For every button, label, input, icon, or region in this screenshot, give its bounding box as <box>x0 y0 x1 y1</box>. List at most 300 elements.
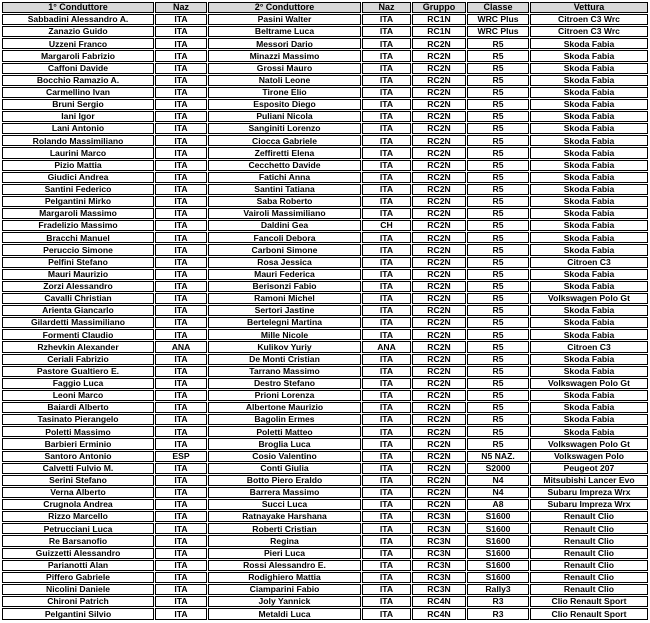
table-cell: R5 <box>467 111 529 122</box>
table-cell: ITA <box>362 196 411 207</box>
table-cell: Succi Luca <box>208 499 361 510</box>
table-cell: Puliani Nicola <box>208 111 361 122</box>
table-cell: ITA <box>362 523 411 534</box>
table-cell: RC2N <box>412 438 466 449</box>
table-cell: ITA <box>155 560 207 571</box>
table-row <box>2 160 648 171</box>
table-cell: Skoda Fabia <box>530 123 648 134</box>
table-cell: Tarrano Massimo <box>208 366 361 377</box>
table-cell: Volkswagen Polo <box>530 451 648 462</box>
table-row <box>2 390 648 401</box>
table-cell: WRC Plus <box>467 14 529 25</box>
table-cell: R5 <box>467 354 529 365</box>
table-cell: R5 <box>467 147 529 158</box>
table-row <box>2 111 648 122</box>
table-row <box>2 354 648 365</box>
table-cell: Volkswagen Polo Gt <box>530 438 648 449</box>
table-cell: Natoli Leone <box>208 75 361 86</box>
table-cell: ITA <box>362 135 411 146</box>
table-cell: ITA <box>155 63 207 74</box>
table-cell: Serini Stefano <box>2 475 154 486</box>
table-cell: R5 <box>467 366 529 377</box>
table-cell: Cosio Valentino <box>208 451 361 462</box>
table-cell: Uzzeni Franco <box>2 38 154 49</box>
table-cell: RC2N <box>412 220 466 231</box>
table-cell: Rodighiero Mattia <box>208 572 361 583</box>
table-cell: Skoda Fabia <box>530 160 648 171</box>
table-cell: Bagolin Ermes <box>208 414 361 425</box>
table-cell: R5 <box>467 317 529 328</box>
table-row <box>2 608 648 620</box>
table-cell: Kulikov Yuriy <box>208 341 361 352</box>
table-cell: Skoda Fabia <box>530 38 648 49</box>
table-cell: RC2N <box>412 378 466 389</box>
table-cell: Faggio Luca <box>2 378 154 389</box>
table-row <box>2 50 648 61</box>
table-cell: Rally3 <box>467 584 529 595</box>
table-body <box>2 14 648 620</box>
table-cell: Formenti Claudio <box>2 329 154 340</box>
table-cell: ITA <box>155 269 207 280</box>
table-cell: Pelfini Stefano <box>2 257 154 268</box>
table-cell: Nicolini Daniele <box>2 584 154 595</box>
table-cell: ITA <box>155 135 207 146</box>
table-row <box>2 548 648 559</box>
table-cell: ITA <box>155 87 207 98</box>
table-cell: ITA <box>362 269 411 280</box>
table-cell: ITA <box>362 535 411 546</box>
table-cell: Daldini Gea <box>208 220 361 231</box>
table-cell: ITA <box>362 111 411 122</box>
table-cell: Barbieri Erminio <box>2 438 154 449</box>
table-cell: RC2N <box>412 160 466 171</box>
table-cell: Parianotti Alan <box>2 560 154 571</box>
table-cell: Rossi Alessandro E. <box>208 560 361 571</box>
table-cell: RC3N <box>412 584 466 595</box>
table-cell: Berisonzi Fabio <box>208 281 361 292</box>
table-cell: Crugnola Andrea <box>2 499 154 510</box>
table-cell: Bruni Sergio <box>2 99 154 110</box>
table-cell: RC2N <box>412 208 466 219</box>
table-cell: Ramoni Michel <box>208 293 361 304</box>
table-cell: R5 <box>467 232 529 243</box>
table-cell: ITA <box>362 26 411 37</box>
table-cell: Sertori Jastine <box>208 305 361 316</box>
table-cell: Zeffiretti Elena <box>208 147 361 158</box>
table-row <box>2 584 648 595</box>
table-cell: R5 <box>467 341 529 352</box>
table-cell: R5 <box>467 160 529 171</box>
table-cell: ITA <box>155 111 207 122</box>
table-cell: Mauri Maurizio <box>2 269 154 280</box>
table-cell: Rizzo Marcello <box>2 511 154 522</box>
table-cell: Pastore Gualtiero E. <box>2 366 154 377</box>
table-cell: RC2N <box>412 269 466 280</box>
table-cell: ITA <box>362 14 411 25</box>
table-cell: Poletti Matteo <box>208 426 361 437</box>
table-cell: Skoda Fabia <box>530 184 648 195</box>
table-cell: Citroen C3 Wrc <box>530 14 648 25</box>
table-cell: Skoda Fabia <box>530 63 648 74</box>
table-cell: Broglia Luca <box>208 438 361 449</box>
table-cell: Cavalli Christian <box>2 293 154 304</box>
table-cell: RC2N <box>412 281 466 292</box>
table-cell: RC2N <box>412 184 466 195</box>
table-cell: Zorzi Alessandro <box>2 281 154 292</box>
table-cell: R5 <box>467 390 529 401</box>
table-row <box>2 14 648 25</box>
table-row <box>2 572 648 583</box>
table-cell: R3 <box>467 596 529 607</box>
table-cell: ITA <box>362 438 411 449</box>
table-row <box>2 293 648 304</box>
table-cell: Skoda Fabia <box>530 281 648 292</box>
table-cell: ITA <box>155 378 207 389</box>
table-cell: ITA <box>362 499 411 510</box>
table-cell: Regina <box>208 535 361 546</box>
table-cell: RC1N <box>412 14 466 25</box>
table-cell: ITA <box>155 75 207 86</box>
table-cell: S2000 <box>467 463 529 474</box>
table-cell: ITA <box>155 220 207 231</box>
table-cell: ITA <box>155 172 207 183</box>
table-cell: Ratnayake Harshana <box>208 511 361 522</box>
table-row <box>2 208 648 219</box>
table-cell: Skoda Fabia <box>530 99 648 110</box>
table-cell: R5 <box>467 244 529 255</box>
table-cell: Skoda Fabia <box>530 390 648 401</box>
table-cell: Barrera Massimo <box>208 487 361 498</box>
table-cell: ITA <box>362 184 411 195</box>
column-header: Vettura <box>530 2 648 13</box>
table-cell: R5 <box>467 220 529 231</box>
table-cell: ITA <box>155 14 207 25</box>
table-row <box>2 341 648 352</box>
table-cell: ITA <box>155 208 207 219</box>
table-cell: ITA <box>155 305 207 316</box>
table-cell: Tasinato Pierangelo <box>2 414 154 425</box>
table-cell: RC2N <box>412 341 466 352</box>
table-cell: Lani Antonio <box>2 123 154 134</box>
table-row <box>2 329 648 340</box>
table-cell: Tirone Elio <box>208 87 361 98</box>
table-cell: ITA <box>362 63 411 74</box>
table-cell: RC2N <box>412 50 466 61</box>
table-cell: ITA <box>362 584 411 595</box>
table-cell: RC2N <box>412 135 466 146</box>
table-row <box>2 184 648 195</box>
table-cell: ITA <box>362 317 411 328</box>
table-cell: Ceriali Fabrizio <box>2 354 154 365</box>
table-row <box>2 414 648 425</box>
table-cell: ITA <box>155 293 207 304</box>
table-cell: Skoda Fabia <box>530 426 648 437</box>
table-cell: RC2N <box>412 147 466 158</box>
table-cell: S1600 <box>467 523 529 534</box>
table-row <box>2 244 648 255</box>
table-cell: Rosa Jessica <box>208 257 361 268</box>
table-cell: ITA <box>362 75 411 86</box>
table-cell: Bertelegni Martina <box>208 317 361 328</box>
table-row <box>2 123 648 134</box>
table-cell: ITA <box>155 463 207 474</box>
table-cell: Skoda Fabia <box>530 402 648 413</box>
table-cell: Cecchetto Davide <box>208 160 361 171</box>
table-cell: Renault Clio <box>530 548 648 559</box>
table-row <box>2 487 648 498</box>
table-cell: Calvetti Fulvio M. <box>2 463 154 474</box>
table-cell: Skoda Fabia <box>530 232 648 243</box>
table-cell: ITA <box>155 50 207 61</box>
table-row <box>2 75 648 86</box>
table-cell: ITA <box>155 438 207 449</box>
table-cell: ITA <box>155 596 207 607</box>
table-cell: S1600 <box>467 511 529 522</box>
table-cell: S1600 <box>467 548 529 559</box>
table-cell: ITA <box>362 354 411 365</box>
table-cell: Renault Clio <box>530 535 648 546</box>
table-cell: Metaldi Luca <box>208 608 361 620</box>
table-cell: R5 <box>467 50 529 61</box>
table-cell: ITA <box>155 196 207 207</box>
table-cell: Gilardetti Massimiliano <box>2 317 154 328</box>
table-cell: Bracchi Manuel <box>2 232 154 243</box>
table-cell: Poletti Massimo <box>2 426 154 437</box>
table-cell: ANA <box>362 341 411 352</box>
table-cell: WRC Plus <box>467 26 529 37</box>
table-cell: Skoda Fabia <box>530 208 648 219</box>
table-cell: RC2N <box>412 463 466 474</box>
table-cell: ITA <box>362 378 411 389</box>
table-cell: Conti Giulia <box>208 463 361 474</box>
table-row <box>2 463 648 474</box>
table-cell: R5 <box>467 257 529 268</box>
table-cell: Destro Stefano <box>208 378 361 389</box>
table-cell: Mauri Federica <box>208 269 361 280</box>
table-cell: Santoro Antonio <box>2 451 154 462</box>
table-cell: R5 <box>467 63 529 74</box>
table-cell: RC2N <box>412 451 466 462</box>
table-row <box>2 535 648 546</box>
table-cell: ITA <box>362 560 411 571</box>
column-header: 1° Conduttore <box>2 2 154 13</box>
table-cell: ITA <box>362 257 411 268</box>
table-cell: Skoda Fabia <box>530 329 648 340</box>
table-cell: RC3N <box>412 548 466 559</box>
table-cell: RC2N <box>412 499 466 510</box>
table-cell: ITA <box>155 232 207 243</box>
table-cell: RC2N <box>412 232 466 243</box>
table-cell: ITA <box>362 87 411 98</box>
table-row <box>2 499 648 510</box>
table-row <box>2 438 648 449</box>
column-header: Naz <box>362 2 411 13</box>
header-row <box>2 2 648 13</box>
table-cell: Clio Renault Sport <box>530 596 648 607</box>
table-cell: R5 <box>467 38 529 49</box>
table-cell: ITA <box>155 160 207 171</box>
table-cell: ITA <box>155 499 207 510</box>
table-cell: RC2N <box>412 317 466 328</box>
table-cell: R5 <box>467 87 529 98</box>
table-cell: ITA <box>155 402 207 413</box>
table-cell: Citroen C3 <box>530 257 648 268</box>
table-cell: R5 <box>467 426 529 437</box>
table-row <box>2 87 648 98</box>
table-cell: Fradelizio Massimo <box>2 220 154 231</box>
table-cell: ITA <box>362 38 411 49</box>
table-cell: R5 <box>467 378 529 389</box>
table-row <box>2 269 648 280</box>
table-cell: ITA <box>362 366 411 377</box>
table-row <box>2 366 648 377</box>
table-row <box>2 317 648 328</box>
table-cell: Santini Federico <box>2 184 154 195</box>
table-cell: Guizzetti Alessandro <box>2 548 154 559</box>
table-cell: RC2N <box>412 354 466 365</box>
table-cell: RC3N <box>412 572 466 583</box>
table-cell: ITA <box>155 535 207 546</box>
table-cell: ITA <box>362 147 411 158</box>
table-cell: ITA <box>362 487 411 498</box>
table-cell: Skoda Fabia <box>530 172 648 183</box>
table-cell: RC2N <box>412 99 466 110</box>
table-cell: Arienta Giancarlo <box>2 305 154 316</box>
table-cell: Skoda Fabia <box>530 75 648 86</box>
table-row <box>2 172 648 183</box>
table-cell: Minazzi Massimo <box>208 50 361 61</box>
column-header: Naz <box>155 2 207 13</box>
table-row <box>2 220 648 231</box>
table-cell: Carmellino Ivan <box>2 87 154 98</box>
table-cell: R5 <box>467 402 529 413</box>
table-cell: Caffoni Davide <box>2 63 154 74</box>
table-cell: Skoda Fabia <box>530 305 648 316</box>
table-cell: CH <box>362 220 411 231</box>
table-cell: Grossi Mauro <box>208 63 361 74</box>
table-cell: Ciamparini Fabio <box>208 584 361 595</box>
table-cell: Subaru Impreza Wrx <box>530 487 648 498</box>
table-cell: Rolando Massimiliano <box>2 135 154 146</box>
table-cell: Pelgantini Silvio <box>2 608 154 620</box>
table-cell: ITA <box>155 99 207 110</box>
table-cell: Esposito Diego <box>208 99 361 110</box>
table-cell: R5 <box>467 172 529 183</box>
table-cell: ITA <box>155 426 207 437</box>
table-cell: ITA <box>362 572 411 583</box>
table-cell: ITA <box>155 390 207 401</box>
table-cell: ITA <box>362 596 411 607</box>
table-cell: Citroen C3 <box>530 341 648 352</box>
table-row <box>2 402 648 413</box>
table-cell: RC1N <box>412 26 466 37</box>
table-row <box>2 305 648 316</box>
table-cell: A8 <box>467 499 529 510</box>
table-cell: N4 <box>467 487 529 498</box>
table-cell: Citroen C3 Wrc <box>530 26 648 37</box>
table-cell: Albertone Maurizio <box>208 402 361 413</box>
table-cell: ITA <box>155 475 207 486</box>
table-cell: RC2N <box>412 123 466 134</box>
table-cell: ITA <box>362 463 411 474</box>
table-cell: Sanginiti Lorenzo <box>208 123 361 134</box>
table-row <box>2 147 648 158</box>
table-cell: R5 <box>467 329 529 340</box>
table-cell: Mille Nicole <box>208 329 361 340</box>
table-cell: RC2N <box>412 63 466 74</box>
table-cell: ITA <box>362 50 411 61</box>
table-cell: Peugeot 207 <box>530 463 648 474</box>
table-row <box>2 196 648 207</box>
table-cell: Bocchio Ramazio A. <box>2 75 154 86</box>
table-cell: ITA <box>362 414 411 425</box>
table-cell: RC2N <box>412 196 466 207</box>
table-cell: RC2N <box>412 475 466 486</box>
table-cell: Baiardi Alberto <box>2 402 154 413</box>
table-cell: Vairoli Massimiliano <box>208 208 361 219</box>
table-cell: Chironi Patrich <box>2 596 154 607</box>
table-cell: RC3N <box>412 511 466 522</box>
table-cell: ITA <box>155 317 207 328</box>
table-cell: R5 <box>467 414 529 425</box>
table-cell: Renault Clio <box>530 572 648 583</box>
table-cell: ITA <box>155 366 207 377</box>
table-cell: ITA <box>362 305 411 316</box>
table-cell: RC2N <box>412 305 466 316</box>
table-cell: RC3N <box>412 523 466 534</box>
table-row <box>2 511 648 522</box>
table-cell: Fatichi Anna <box>208 172 361 183</box>
table-cell: ITA <box>362 402 411 413</box>
table-cell: ITA <box>155 608 207 620</box>
table-cell: Giudici Andrea <box>2 172 154 183</box>
table-cell: RC2N <box>412 293 466 304</box>
table-cell: RC2N <box>412 87 466 98</box>
table-cell: S1600 <box>467 572 529 583</box>
table-cell: Pasini Walter <box>208 14 361 25</box>
table-cell: ITA <box>155 584 207 595</box>
column-header: Gruppo <box>412 2 466 13</box>
table-cell: Skoda Fabia <box>530 50 648 61</box>
table-cell: RC3N <box>412 560 466 571</box>
table-cell: ITA <box>155 548 207 559</box>
table-cell: RC2N <box>412 402 466 413</box>
table-cell: ITA <box>362 511 411 522</box>
table-cell: RC2N <box>412 329 466 340</box>
table-cell: ANA <box>155 341 207 352</box>
table-cell: Skoda Fabia <box>530 196 648 207</box>
table-cell: Botto Piero Eraldo <box>208 475 361 486</box>
table-cell: ITA <box>155 511 207 522</box>
table-row <box>2 596 648 607</box>
table-cell: ITA <box>155 487 207 498</box>
table-cell: RC2N <box>412 414 466 425</box>
table-cell: Skoda Fabia <box>530 147 648 158</box>
table-cell: N5 NAZ. <box>467 451 529 462</box>
table-cell: ITA <box>362 232 411 243</box>
table-cell: Skoda Fabia <box>530 366 648 377</box>
table-row <box>2 560 648 571</box>
table-cell: Peruccio Simone <box>2 244 154 255</box>
table-cell: Volkswagen Polo Gt <box>530 293 648 304</box>
table-cell: Beltrame Luca <box>208 26 361 37</box>
table-cell: ITA <box>155 244 207 255</box>
table-cell: RC2N <box>412 75 466 86</box>
table-cell: ITA <box>362 172 411 183</box>
table-cell: Piffero Gabriele <box>2 572 154 583</box>
table-cell: Renault Clio <box>530 584 648 595</box>
table-cell: ITA <box>155 329 207 340</box>
